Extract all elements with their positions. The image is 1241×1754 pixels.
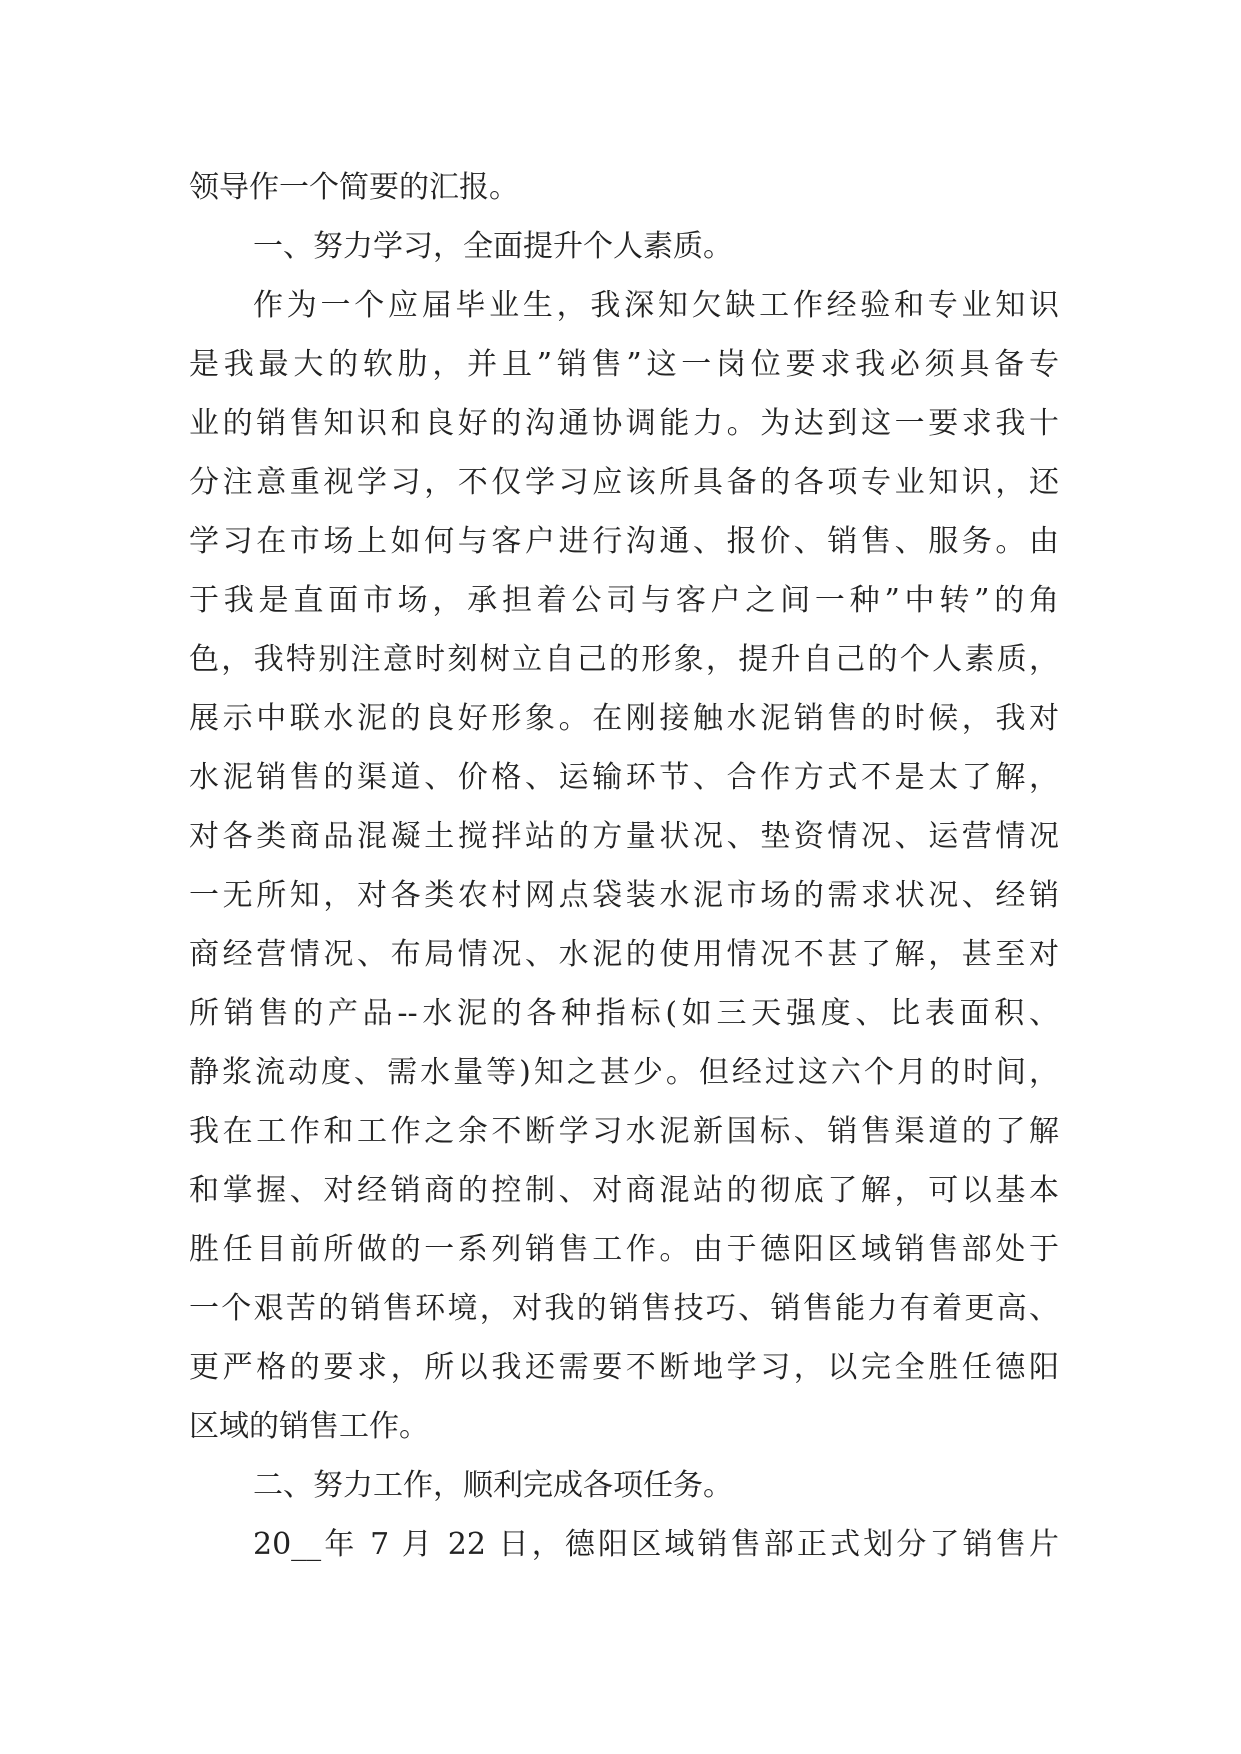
paragraph-line: 商经营情况、布局情况、水泥的使用情况不甚了解，甚至对 bbox=[189, 937, 1059, 972]
paragraph-line: 分注意重视学习，不仅学习应该所具备的各项专业知识，还 bbox=[189, 465, 1059, 500]
paragraph-line: 对各类商品混凝土搅拌站的方量状况、垫资情况、运营情况 bbox=[189, 819, 1059, 854]
paragraph-line: 20__年 7 月 22 日，德阳区域销售部正式划分了销售片 bbox=[253, 1527, 1059, 1562]
paragraph-line: 静浆流动度、需水量等)知之甚少。但经过这六个月的时间， bbox=[189, 1055, 1059, 1090]
paragraph-line: 展示中联水泥的良好形象。在刚接触水泥销售的时候，我对 bbox=[189, 701, 1059, 736]
paragraph-line: 和掌握、对经销商的控制、对商混站的彻底了解，可以基本 bbox=[189, 1173, 1059, 1208]
paragraph-line: 作为一个应届毕业生，我深知欠缺工作经验和专业知识 bbox=[253, 288, 1059, 323]
section-heading: 一、努力学习，全面提升个人素质。 bbox=[253, 229, 733, 264]
paragraph-line: 学习在市场上如何与客户进行沟通、报价、销售、服务。由 bbox=[189, 524, 1059, 559]
section-heading: 二、努力工作，顺利完成各项任务。 bbox=[253, 1468, 733, 1503]
paragraph-line: 一个艰苦的销售环境，对我的销售技巧、销售能力有着更高、 bbox=[189, 1291, 1059, 1326]
document-page bbox=[189, 158, 1059, 1574]
paragraph-line: 我在工作和工作之余不断学习水泥新国标、销售渠道的了解 bbox=[189, 1114, 1059, 1149]
paragraph-line: 色，我特别注意时刻树立自己的形象，提升自己的个人素质， bbox=[189, 642, 1059, 677]
paragraph-line: 是我最大的软肋，并且”销售”这一岗位要求我必须具备专 bbox=[189, 347, 1059, 382]
paragraph-line: 更严格的要求，所以我还需要不断地学习，以完全胜任德阳 bbox=[189, 1350, 1059, 1385]
paragraph-line: 业的销售知识和良好的沟通协调能力。为达到这一要求我十 bbox=[189, 406, 1059, 441]
paragraph-line: 所销售的产品--水泥的各种指标(如三天强度、比表面积、 bbox=[189, 996, 1059, 1031]
paragraph-line: 一无所知，对各类农村网点袋装水泥市场的需求状况、经销 bbox=[189, 878, 1059, 913]
paragraph-line: 领导作一个简要的汇报。 bbox=[189, 170, 519, 205]
paragraph-line: 胜任目前所做的一系列销售工作。由于德阳区域销售部处于 bbox=[189, 1232, 1059, 1267]
paragraph-line: 水泥销售的渠道、价格、运输环节、合作方式不是太了解， bbox=[189, 760, 1059, 795]
paragraph-line: 于我是直面市场，承担着公司与客户之间一种”中转”的角 bbox=[189, 583, 1059, 618]
paragraph-line: 区域的销售工作。 bbox=[189, 1409, 429, 1444]
